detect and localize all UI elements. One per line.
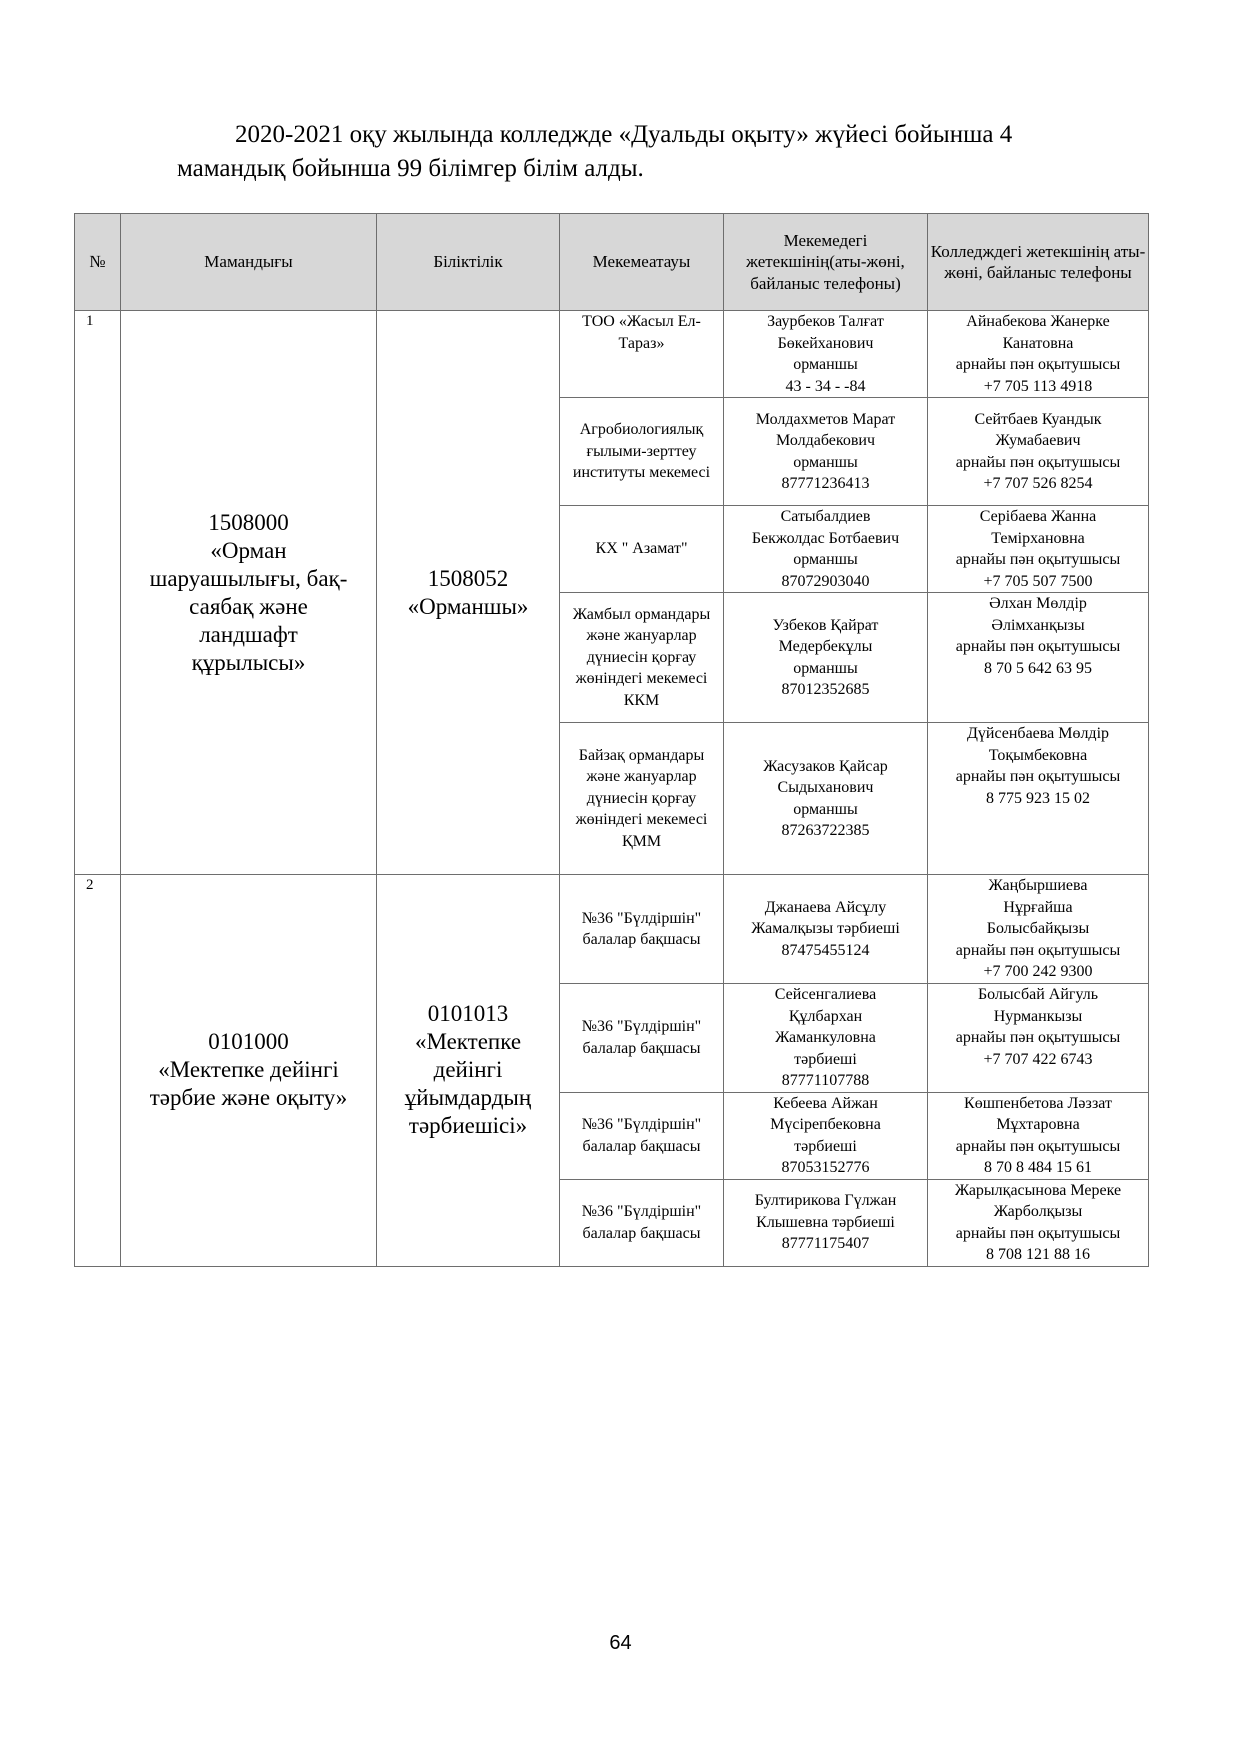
institution-supervisor-line: 43 - 34 - -84 — [785, 377, 866, 395]
institution-supervisor — [724, 398, 928, 506]
college-supervisor-line: арнайы пән оқытушысы — [955, 1224, 1121, 1242]
college-supervisor-line: арнайы пән оқытушысы — [955, 1137, 1121, 1155]
header-institution-supervisor: Мекемедегі жетекшінің(аты-жөні, байланыс телефоны) — [724, 214, 928, 311]
college-supervisor-line: Болысбайқызы — [986, 920, 1090, 937]
college-supervisor-line: Нурманкызы — [993, 1007, 1083, 1025]
specialty-name: «Мектепке дейінгі тәрбие және оқыту» — [149, 1057, 348, 1111]
institution-name: Агробиологиялық ғылыми-зерттеу институты мекемесі — [560, 398, 724, 506]
institution-name: Жамбыл ормандары және жануарлар дүниесін қорғау жөніндегі мекемесі ККМ — [560, 593, 724, 723]
college-supervisor-line: Нұрғайша — [1003, 898, 1073, 916]
institution-name: ТОО «Жасыл Ел-Тараз» — [560, 311, 724, 398]
institution-supervisor-line: Клышевна тәрбиеші — [756, 1213, 895, 1231]
dual-training-table — [74, 213, 1149, 1267]
college-supervisor-line: Серібаева Жанна — [979, 508, 1097, 525]
institution-supervisor — [724, 311, 928, 398]
institution-supervisor-line: 87072903040 — [781, 572, 870, 590]
institution-supervisor — [724, 1092, 928, 1179]
institution-name: Байзақ ормандары және жануарлар дүниесін қорғау жөніндегі мекемесі ҚММ — [560, 723, 724, 875]
table-row — [75, 311, 1149, 398]
college-supervisor-line: Канатовна — [1002, 334, 1074, 352]
college-supervisor-line: Тоқымбековна — [988, 746, 1088, 764]
specialty-name: «Орман шаруашылығы, бақ-саябақ және ландшафт құрылысы» — [149, 537, 348, 675]
qualification-cell — [377, 875, 560, 1267]
college-supervisor — [928, 311, 1149, 398]
college-supervisor-line: Әлімханқызы — [991, 616, 1085, 634]
header-num: № — [75, 214, 121, 311]
college-supervisor-line: арнайы пән оқытушысы — [955, 638, 1121, 655]
institution-supervisor — [724, 593, 928, 723]
institution-name: №36 "Бүлдіршін" балалар бақшасы — [560, 1179, 724, 1266]
specialty-code: 1508000 — [208, 509, 289, 535]
college-supervisor-line: +7 707 526 8254 — [983, 475, 1093, 492]
college-supervisor-line: +7 705 507 7500 — [983, 572, 1093, 590]
institution-supervisor-line: Молдахметов Марат — [755, 410, 896, 428]
college-supervisor-line: Әлхан Мөлдір — [989, 595, 1087, 612]
institution-supervisor-line: 87012352685 — [781, 681, 870, 698]
institution-supervisor-line: тәрбиеші — [794, 1137, 857, 1155]
institution-supervisor-line: Заурбеков Талғат — [767, 313, 884, 330]
header-specialty: Мамандығы — [121, 214, 377, 311]
college-supervisor — [928, 506, 1149, 593]
institution-supervisor-line: орманшы — [793, 356, 858, 373]
institution-supervisor-line: Узбеков Қайрат — [772, 616, 879, 634]
institution-supervisor-line: Жаманкуловна — [775, 1029, 876, 1046]
college-supervisor-line: Сейтбаев Куандык — [974, 410, 1102, 428]
college-supervisor-line: арнайы пән оқытушысы — [955, 768, 1121, 785]
college-supervisor-line: +7 705 113 4918 — [983, 377, 1093, 395]
college-supervisor-line: Мұхтаровна — [996, 1116, 1080, 1133]
college-supervisor-line: арнайы пән оқытушысы — [955, 1029, 1121, 1046]
qualification-name: «Орманшы» — [407, 593, 529, 619]
college-supervisor-line: Жаңбыршиева — [988, 877, 1088, 894]
institution-supervisor-line: орманшы — [793, 453, 858, 471]
header-college-supervisor: Колледждегі жетекшінің аты-жөні, байланыс телефоны — [928, 214, 1149, 311]
institution-name: №36 "Бүлдіршін" балалар бақшасы — [560, 984, 724, 1093]
header-institution: Мекемеатауы — [560, 214, 724, 311]
college-supervisor-line: Темірхановна — [991, 529, 1085, 547]
institution-supervisor-line: Бекжолдас Ботбаевич — [751, 529, 900, 547]
college-supervisor-line: 8 775 923 15 02 — [986, 789, 1090, 807]
table-row — [75, 875, 1149, 984]
row-number: 2 — [75, 875, 121, 1267]
institution-supervisor-line: Сейсенгалиева — [774, 986, 877, 1003]
college-supervisor — [928, 875, 1149, 984]
college-supervisor — [928, 723, 1149, 875]
institution-supervisor-line: тәрбиеші — [794, 1050, 857, 1068]
college-supervisor — [928, 1092, 1149, 1179]
institution-supervisor-line: 87263722385 — [781, 822, 870, 839]
institution-supervisor-line: Медербекұлы — [778, 638, 873, 655]
college-supervisor-line: Көшпенбетова Ләззат — [964, 1094, 1112, 1112]
institution-supervisor-line: 87053152776 — [781, 1159, 870, 1176]
college-supervisor — [928, 984, 1149, 1093]
institution-supervisor — [724, 984, 928, 1093]
institution-supervisor-line: Бултирикова Гүлжан — [754, 1192, 897, 1210]
college-supervisor — [928, 398, 1149, 506]
institution-supervisor-line: Жасузаков Қайсар — [763, 757, 888, 775]
institution-supervisor-line: орманшы — [793, 551, 858, 568]
institution-supervisor-line: Молдабекович — [776, 432, 875, 449]
page-number: 64 — [609, 1632, 632, 1654]
college-supervisor-line: 8 70 5 642 63 95 — [984, 659, 1092, 677]
institution-supervisor-line: 87771107788 — [781, 1072, 870, 1089]
institution-supervisor-line: Сатыбалдиев — [780, 508, 871, 525]
institution-supervisor — [724, 723, 928, 875]
institution-supervisor-line: 87771175407 — [781, 1235, 870, 1253]
table-body — [75, 311, 1149, 1267]
institution-supervisor-line: Жамалқызы тәрбиеші — [751, 920, 900, 938]
institution-supervisor-line: орманшы — [793, 659, 858, 677]
institution-supervisor-line: 87475455124 — [781, 941, 870, 959]
institution-supervisor-line: Бөкейханович — [777, 334, 874, 352]
institution-name: КХ " Азамат" — [560, 506, 724, 593]
college-supervisor-line: Жумабаевич — [995, 432, 1081, 449]
college-supervisor-line: 8 708 121 88 16 — [986, 1246, 1090, 1263]
institution-supervisor-line: орманшы — [793, 800, 858, 818]
college-supervisor-line: Жарылқасынова Мереке — [954, 1181, 1122, 1199]
college-supervisor-line: +7 707 422 6743 — [983, 1050, 1093, 1068]
institution-supervisor — [724, 1179, 928, 1266]
college-supervisor — [928, 1179, 1149, 1266]
institution-supervisor-line: Мүсірепбековна — [770, 1116, 881, 1133]
institution-supervisor — [724, 875, 928, 984]
college-supervisor-line: 8 70 8 484 15 61 — [984, 1159, 1092, 1176]
institution-name: №36 "Бүлдіршін" балалар бақшасы — [560, 875, 724, 984]
college-supervisor — [928, 593, 1149, 723]
institution-supervisor-line: 87771236413 — [781, 475, 870, 492]
row-number: 1 — [75, 311, 121, 875]
college-supervisor-line: арнайы пән оқытушысы — [955, 356, 1121, 373]
college-supervisor-line: арнайы пән оқытушысы — [955, 941, 1121, 959]
college-supervisor-line: арнайы пән оқытушысы — [955, 453, 1121, 471]
college-supervisor-line: арнайы пән оқытушысы — [955, 551, 1121, 568]
intro-paragraph — [177, 118, 1147, 186]
intro-line-2: мамандық бойынша 99 білімгер білім алды. — [177, 155, 644, 182]
institution-name: №36 "Бүлдіршін" балалар бақшасы — [560, 1092, 724, 1179]
institution-supervisor-line: Құлбархан — [788, 1007, 863, 1025]
qualification-name: «Мектепке дейінгі ұйымдардың тәрбиешісі» — [404, 1029, 532, 1139]
college-supervisor-line: Айнабекова Жанерке — [966, 313, 1110, 330]
college-supervisor-line: Болысбай Айгуль — [977, 986, 1099, 1003]
institution-supervisor-line: Сыдыханович — [777, 779, 874, 796]
qualification-code: 0101013 — [427, 1001, 509, 1027]
institution-supervisor — [724, 506, 928, 593]
college-supervisor-line: +7 700 242 9300 — [983, 963, 1093, 980]
qualification-code: 1508052 — [427, 565, 509, 591]
intro-line-1: 2020-2021 оқу жылында колледжде «Дуальды оқыту» жүйесі бойынша 4 — [235, 121, 1013, 148]
institution-supervisor-line: Кебеева Айжан — [773, 1094, 878, 1112]
college-supervisor-line: Жарболқызы — [993, 1203, 1083, 1220]
table-header-row — [75, 214, 1149, 311]
qualification-cell — [377, 311, 560, 875]
specialty-code: 0101000 — [208, 1029, 289, 1055]
specialty-cell — [121, 875, 377, 1267]
college-supervisor-line: Дүйсенбаева Мөлдір — [966, 725, 1110, 742]
header-qualification: Біліктілік — [377, 214, 560, 311]
specialty-cell — [121, 311, 377, 875]
institution-supervisor-line: Джанаева Айсұлу — [764, 898, 887, 916]
